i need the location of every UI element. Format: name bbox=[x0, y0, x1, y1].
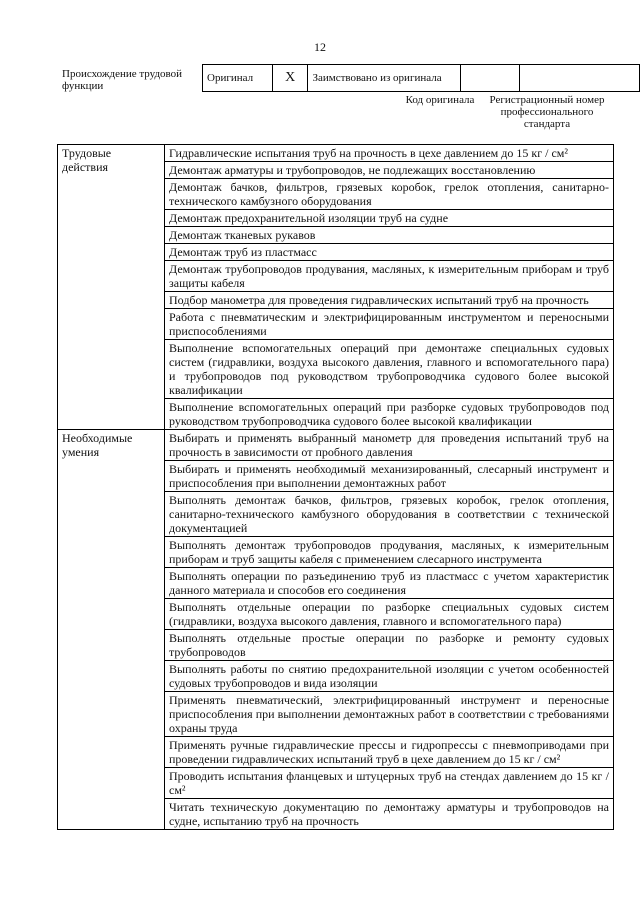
section-item: Демонтаж бачков, фильтров, грязевых коробок, грелок отопления, санитарно-технического камбузного оборудования bbox=[165, 179, 614, 210]
origin-label: Происхождение трудовой функции bbox=[62, 68, 183, 92]
original-label: Оригинал bbox=[203, 65, 273, 92]
section-item: Демонтаж тканевых рукавов bbox=[165, 227, 614, 244]
section-item: Демонтаж труб из пластмасс bbox=[165, 244, 614, 261]
section-item: Работа с пневматическим и электрифицированным инструментом и переносными приспособлениями bbox=[165, 309, 614, 340]
section-item: Демонтаж трубопроводов продувания, масляных, к измерительным приборам и труб защиты кабеля bbox=[165, 261, 614, 292]
section-item: Выполнять отдельные операции по разборке специальных судовых систем (гидравлики, воздуха высокого давления, главного и вспомогательного пара) bbox=[165, 599, 614, 630]
section-item: Выбирать и применять необходимый механизированный, слесарный инструмент и приспособления при выполнении демонтажных работ bbox=[165, 461, 614, 492]
section-title: Необходимые умения bbox=[58, 430, 165, 830]
reg-number-caption: Регистрационный номер профессионального стандарта bbox=[489, 94, 605, 130]
section-item: Выполнять демонтаж бачков, фильтров, грязевых коробок, грелок отопления, санитарно-технического камбузного оборудования в соответствии с технической документацией bbox=[165, 492, 614, 537]
section-item: Выполнение вспомогательных операций при демонтаже специальных судовых систем (гидравлики, воздуха высокого давления, главного и вспомогательного пара) и трубопроводов под руководством трубопроводчика судового более высокой квалификации bbox=[165, 340, 614, 399]
section-item: Выполнение вспомогательных операций при разборке судовых трубопроводов под руководством трубопроводчика судового более высокой квалификации bbox=[165, 399, 614, 430]
code-caption: Код оригинала bbox=[405, 94, 475, 106]
original-mark: X bbox=[272, 65, 308, 92]
page-number: 12 bbox=[314, 40, 326, 54]
section-item: Демонтаж арматуры и трубопроводов, не подлежащих восстановлению bbox=[165, 162, 614, 179]
section-item: Проводить испытания фланцевых и штуцерных труб на стендах давлением до 15 кг / см² bbox=[165, 768, 614, 799]
section-item: Выполнять демонтаж трубопроводов продувания, масляных, к измерительным приборам и труб защиты кабеля с применением слесарного инструмента bbox=[165, 537, 614, 568]
section-item: Применять пневматический, электрифицированный инструмент и переносные приспособления при выполнении демонтажных работ в соответствии с требованиями охраны труда bbox=[165, 692, 614, 737]
section-item: Выполнять отдельные простые операции по разборке и ремонту судовых трубопроводов bbox=[165, 630, 614, 661]
section-item: Выбирать и применять выбранный манометр для проведения испытаний труб на прочность в зависимости от пробного давления bbox=[165, 430, 614, 461]
section-item: Демонтаж предохранительной изоляции труб на судне bbox=[165, 210, 614, 227]
section-title: Трудовые действия bbox=[58, 145, 165, 430]
section-item: Применять ручные гидравлические прессы и гидропрессы с пневмоприводами при проведении гидравлических испытаний труб в цехе давлением до 15 кг / см² bbox=[165, 737, 614, 768]
origin-table bbox=[202, 64, 640, 92]
table-row bbox=[58, 145, 614, 162]
section-item: Выполнять операции по разъединению труб из пластмасс с учетом характеристик данного материала и способов его соединения bbox=[165, 568, 614, 599]
function-table bbox=[57, 144, 614, 830]
code-cell bbox=[461, 65, 520, 92]
reg-number-cell bbox=[519, 65, 639, 92]
section-item: Гидравлические испытания труб на прочность в цехе давлением до 15 кг / см² bbox=[165, 145, 614, 162]
section-item: Подбор манометра для проведения гидравлических испытаний труб на прочность bbox=[165, 292, 614, 309]
borrowed-label: Заимствовано из оригинала bbox=[308, 65, 461, 92]
section-item: Читать техническую документацию по демонтажу арматуры и трубопроводов на судне, испытанию труб на прочность bbox=[165, 799, 614, 830]
section-item: Выполнять работы по снятию предохранительной изоляции с учетом особенностей судовых трубопроводов и вида изоляции bbox=[165, 661, 614, 692]
table-row bbox=[58, 430, 614, 461]
